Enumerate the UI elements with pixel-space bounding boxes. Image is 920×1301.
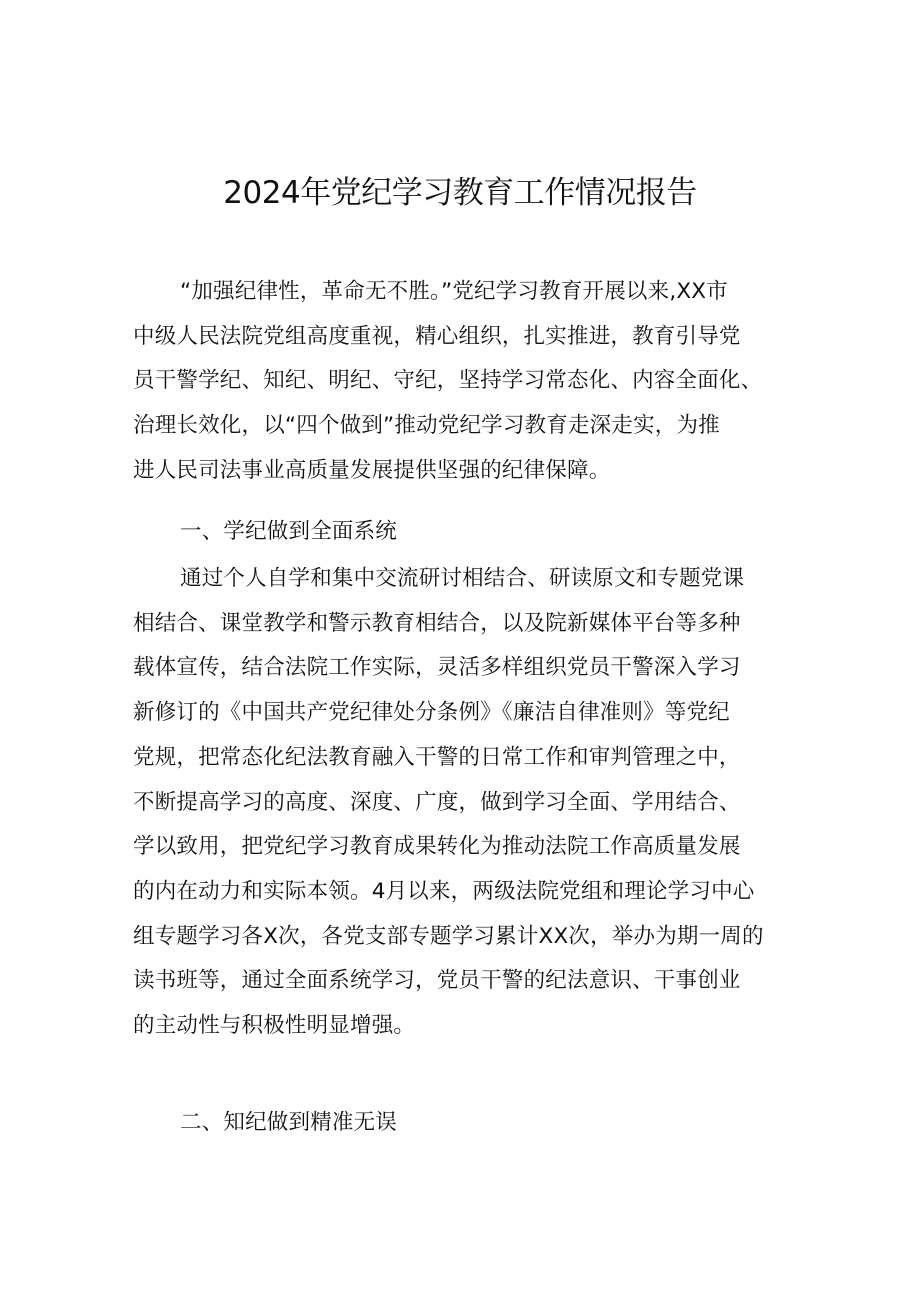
section1-line: 相结合、课堂教学和警示教育相结合，以及院新媒体平台等多种 [133, 610, 741, 636]
intro-line: 员干警学纪、知纪、明纪、守纪，坚持学习常态化、内容全面化、 [133, 368, 763, 394]
section1-line: 新修订的《中国共产党纪律处分条例》《廉洁自律准则》等党纪 [133, 700, 730, 726]
section1-heading: 一、学纪做到全面系统 [180, 519, 398, 544]
section1-line: 不断提高学习的高度、深度、广度，做到学习全面、学用结合、 [133, 789, 741, 815]
section1-paragraph [133, 557, 793, 1049]
document-title: 2024年党纪学习教育工作情况报告 [223, 175, 697, 211]
section1-line: 党规，把常态化纪法教育融入干警的日常工作和审判管理之中， [133, 744, 741, 770]
section2-heading: 二、知纪做到精准无误 [180, 1110, 398, 1135]
intro-line: 中级人民法院党组高度重视，精心组织，扎实推进，教育引导党 [133, 323, 741, 349]
section1-line: 学以致用，把党纪学习教育成果转化为推动法院工作高质量发展 [133, 834, 741, 860]
section1-line: 读书班等，通过全面系统学习，党员干警的纪法意识、干事创业 [133, 968, 741, 994]
section1-line: 载体宣传，结合法院工作实际，灵活多样组织党员干警深入学习 [133, 655, 741, 681]
section1-line: 组专题学习各X次，各党支部专题学习累计XX次，举办为期一周的 [133, 923, 764, 949]
intro-line: “加强纪律性，革命无不胜。”党纪学习教育开展以来,XX市 [180, 279, 728, 304]
intro-line: 治理长效化，以“四个做到”推动党纪学习教育走深走实，为推 [133, 413, 720, 439]
intro-paragraph [133, 270, 793, 494]
section1-line: 的内在动力和实际本领。4月以来，两级法院党组和理论学习中心 [133, 878, 755, 904]
intro-line: 进人民司法事业高质量发展提供坚强的纪律保障。 [133, 457, 611, 483]
section1-line: 的主动性与积极性明显增强。 [133, 1013, 416, 1039]
section1-line: 通过个人自学和集中交流研讨相结合、研读原文和专题党课 [180, 566, 745, 591]
